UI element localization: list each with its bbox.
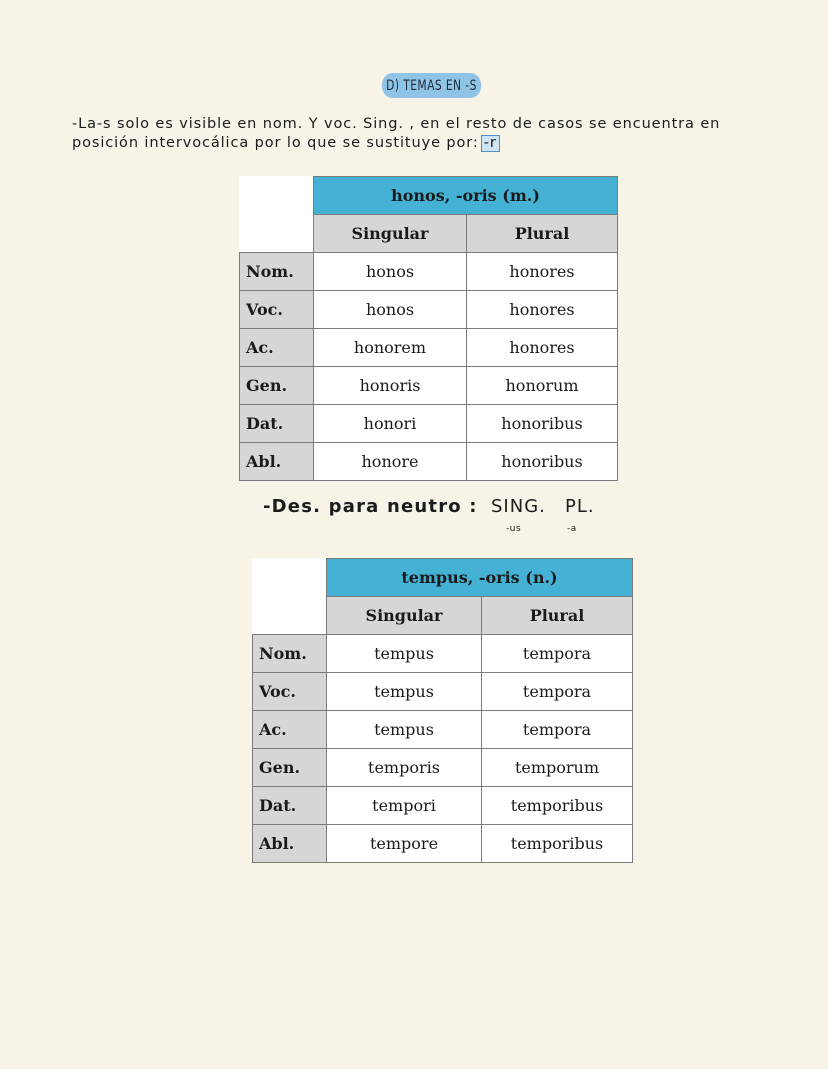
table-row [240,405,618,443]
table-row [253,673,633,711]
singular-form: tempore [327,825,482,863]
intro-line-2-text: posición intervocálica por lo que se sustituye por: [72,135,479,151]
singular-form: tempus [327,673,482,711]
singular-form: tempori [327,787,482,825]
lemma-header: honos, -oris (m.) [314,177,618,215]
lemma-header: tempus, -oris (n.) [327,559,633,597]
column-header-plural: Plural [482,597,633,635]
neutral-plural-label: PL. [565,496,595,517]
singular-form: honorem [314,329,467,367]
table-row [253,825,633,863]
case-label: Voc. [253,673,327,711]
intro-line-2 [72,134,772,153]
table-row [253,711,633,749]
plural-form: honorum [467,367,618,405]
case-label: Dat. [240,405,314,443]
table-row [240,291,618,329]
neutral-endings-label: -Des. para neutro : [263,496,478,517]
case-label: Gen. [253,749,327,787]
table-row [253,635,633,673]
singular-form: honoris [314,367,467,405]
case-label: Abl. [253,825,327,863]
case-label: Dat. [253,787,327,825]
table-row [253,787,633,825]
column-header-singular: Singular [314,215,467,253]
case-label: Abl. [240,443,314,481]
plural-form: temporibus [482,825,633,863]
case-label: Voc. [240,291,314,329]
table-row [240,443,618,481]
table-corner [240,177,314,253]
case-label: Nom. [253,635,327,673]
singular-form: honori [314,405,467,443]
case-label: Ac. [240,329,314,367]
table-corner [253,559,327,635]
table-row [240,253,618,291]
table-row [240,329,618,367]
case-label: Ac. [253,711,327,749]
table-row [253,749,633,787]
table-row [240,367,618,405]
plural-form: tempora [482,711,633,749]
plural-form: temporibus [482,787,633,825]
singular-form: temporis [327,749,482,787]
plural-form: tempora [482,673,633,711]
neutral-plural-ending: -a [567,524,577,534]
neutral-singular-label: SING. [491,496,546,517]
column-header-singular: Singular [327,597,482,635]
singular-form: tempus [327,635,482,673]
neutral-singular-ending: -us [506,524,522,534]
case-label: Nom. [240,253,314,291]
intro-paragraph [72,115,772,153]
declension-table-tempus [252,558,633,863]
plural-form: honoribus [467,405,618,443]
case-label: Gen. [240,367,314,405]
singular-form: honos [314,253,467,291]
plural-form: tempora [482,635,633,673]
declension-table-honos [239,176,618,481]
plural-form: honores [467,329,618,367]
plural-form: temporum [482,749,633,787]
plural-form: honores [467,291,618,329]
plural-form: honoribus [467,443,618,481]
column-header-plural: Plural [467,215,618,253]
singular-form: tempus [327,711,482,749]
intro-line-1: -La-s solo es visible en nom. Y voc. Sing. , en el resto de casos se encuentra en [72,116,721,132]
singular-form: honos [314,291,467,329]
section-title: D) TEMAS EN -S [382,73,481,98]
highlighted-ending: -r [481,135,500,152]
plural-form: honores [467,253,618,291]
singular-form: honore [314,443,467,481]
